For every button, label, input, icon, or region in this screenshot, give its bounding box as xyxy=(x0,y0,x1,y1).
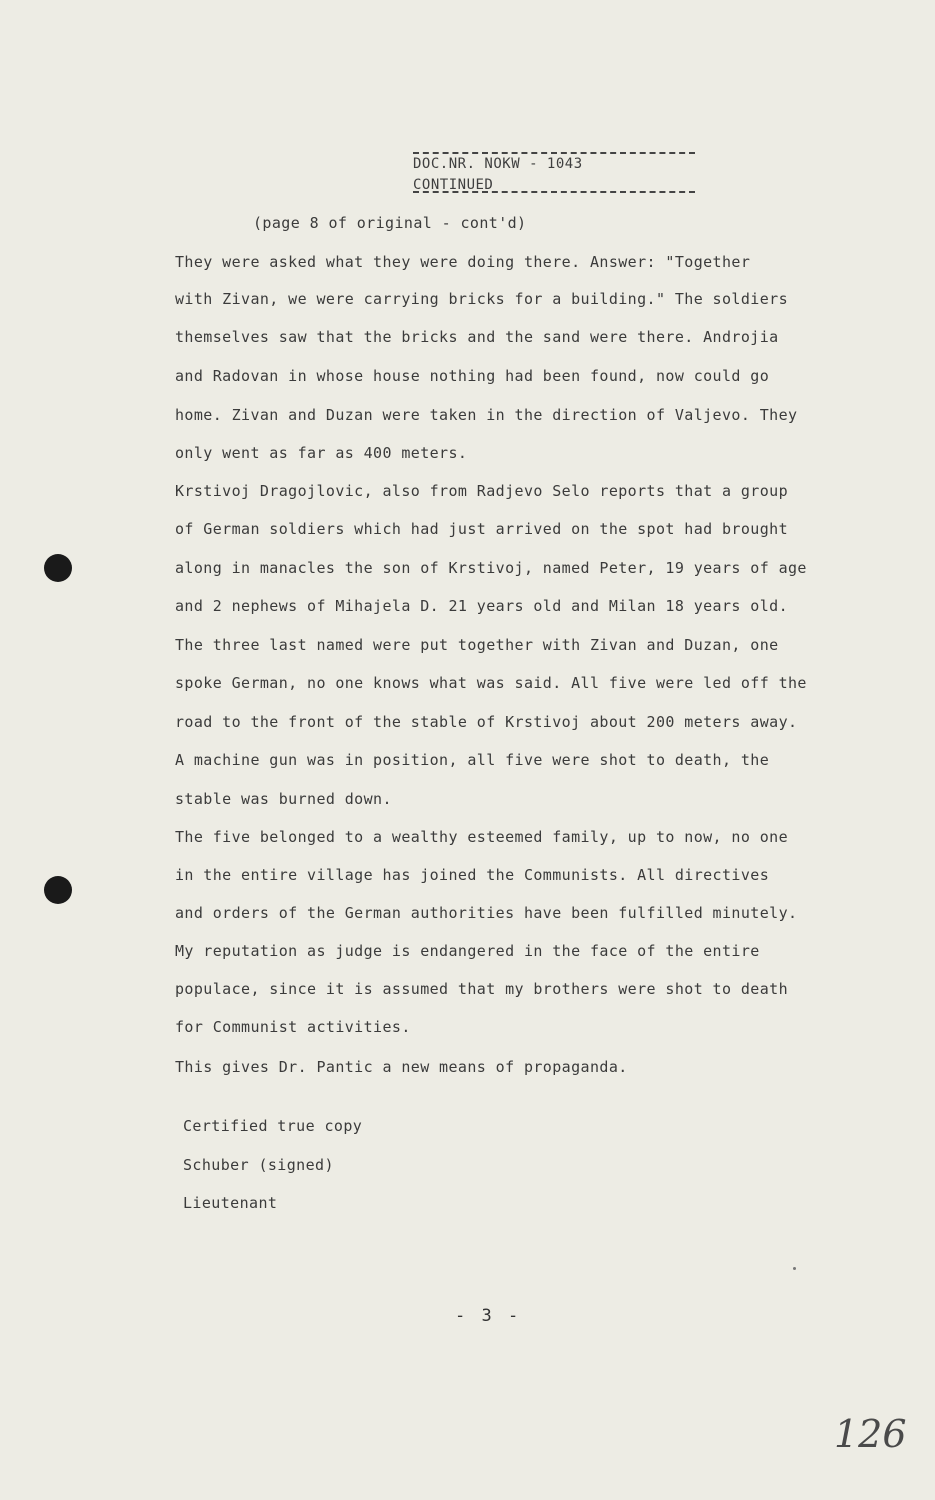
page-note: (page 8 of original - cont'd) xyxy=(253,214,527,232)
text-line: Krstivoj Dragojlovic, also from Radjevo Selo reports that a group xyxy=(175,482,788,500)
text-line: spoke German, no one knows what was said. All five were led off the xyxy=(175,674,807,692)
text-line: The three last named were put together with Zivan and Duzan, one xyxy=(175,636,779,654)
text-line: and orders of the German authorities have been fulfilled minutely. xyxy=(175,904,798,922)
text-line: with Zivan, we were carrying bricks for a building." The soldiers xyxy=(175,290,788,308)
text-line: for Communist activities. xyxy=(175,1018,411,1036)
text-line: This gives Dr. Pantic a new means of propaganda. xyxy=(175,1058,628,1076)
continued-label: CONTINUED xyxy=(413,177,494,193)
rank-line: Lieutenant xyxy=(183,1194,278,1212)
page-number: - 3 - xyxy=(455,1306,522,1326)
text-line: and 2 nephews of Mihajela D. 21 years old and Milan 18 years old. xyxy=(175,597,788,615)
text-line: only went as far as 400 meters. xyxy=(175,444,468,462)
text-line: road to the front of the stable of Krstivoj about 200 meters away. xyxy=(175,713,798,731)
text-line: themselves saw that the bricks and the sand were there. Androjia xyxy=(175,328,779,346)
paper-speck xyxy=(793,1267,796,1270)
certification-line: Certified true copy xyxy=(183,1117,363,1135)
text-line: They were asked what they were doing there. Answer: "Together xyxy=(175,253,751,271)
text-line: home. Zivan and Duzan were taken in the direction of Valjevo. They xyxy=(175,406,798,424)
text-line: of German soldiers which had just arrived on the spot had brought xyxy=(175,520,788,538)
text-line: and Radovan in whose house nothing had been found, now could go xyxy=(175,367,770,385)
header-rule-top xyxy=(413,152,695,154)
text-line: My reputation as judge is endangered in the face of the entire xyxy=(175,942,760,960)
text-line: populace, since it is assumed that my brothers were shot to death xyxy=(175,980,788,998)
punch-hole-bottom xyxy=(44,876,72,904)
punch-hole-top xyxy=(44,554,72,582)
text-line: along in manacles the son of Krstivoj, named Peter, 19 years of age xyxy=(175,559,807,577)
signature-line: Schuber (signed) xyxy=(183,1156,334,1174)
text-line: A machine gun was in position, all five were shot to death, the xyxy=(175,751,770,769)
text-line: stable was burned down. xyxy=(175,790,392,808)
header-rule-bottom xyxy=(413,191,695,193)
text-line: The five belonged to a wealthy esteemed family, up to now, no one xyxy=(175,828,788,846)
text-line: in the entire village has joined the Communists. All directives xyxy=(175,866,770,884)
handwritten-page-number: 126 xyxy=(834,1412,907,1456)
document-number: DOC.NR. NOKW - 1043 xyxy=(413,156,583,172)
